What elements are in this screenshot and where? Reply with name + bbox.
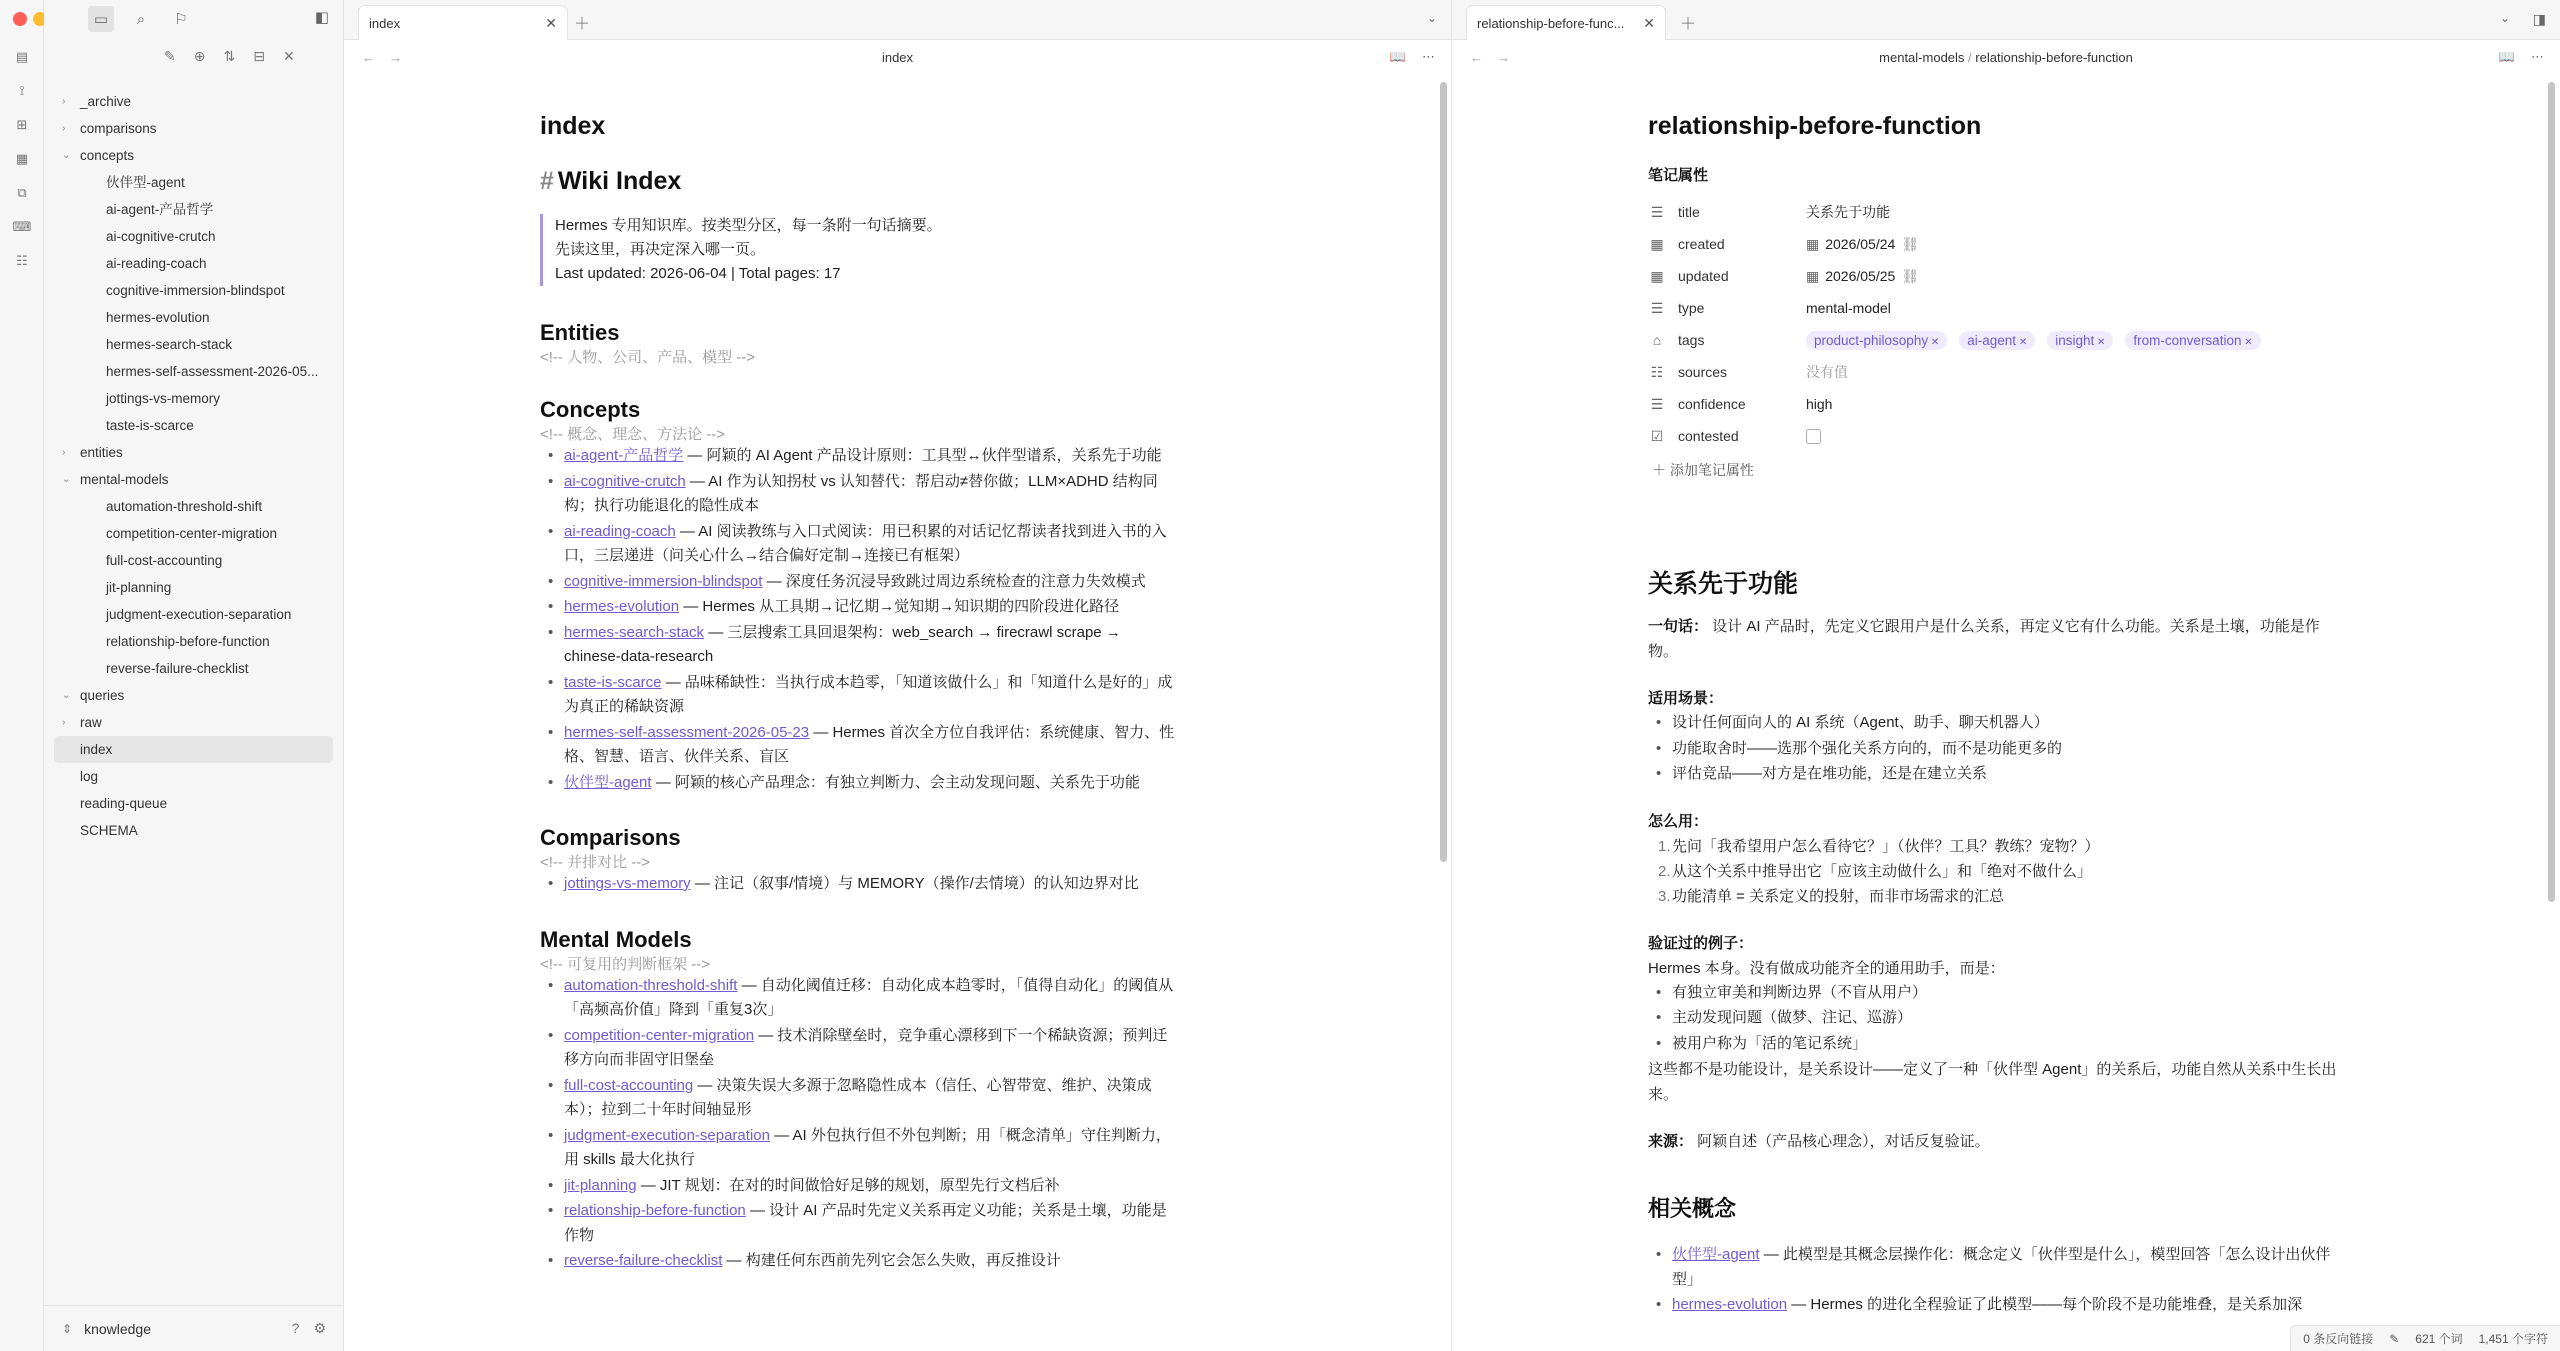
calendar-icon: ▦ <box>1806 235 1820 252</box>
wikilink[interactable]: ai-reading-coach <box>564 522 676 540</box>
prop-value[interactable]: 没有值 <box>1806 364 1848 380</box>
tag-list <box>1806 331 2267 350</box>
list-item <box>540 520 1180 569</box>
section-heading: Entities <box>540 320 620 345</box>
gear-icon[interactable]: ⚙ <box>313 1320 326 1336</box>
tag-pill[interactable] <box>1806 331 1947 350</box>
prop-key: sources <box>1678 364 1728 380</box>
item-summary: — 设计 AI 产品时先定义关系再定义功能；关系是土壤，功能是作物 <box>564 1202 1167 1244</box>
item-summary: — 构建任何东西前先列它会怎么失败，再反推设计 <box>722 1252 1061 1269</box>
wikilink[interactable]: full-cost-accounting <box>564 1076 694 1094</box>
index-sections <box>540 320 1180 1274</box>
oneliner-label: 一句话： <box>1648 618 1709 635</box>
wikilink[interactable]: ai-agent-产品哲学 <box>564 447 684 464</box>
chevron-right-icon: › <box>62 123 66 134</box>
close-icon[interactable]: ✕ <box>545 14 557 31</box>
list-item: • 主动发现问题（做梦、注记、巡游） <box>1648 1006 2348 1031</box>
prop-value[interactable]: high <box>1806 396 1833 412</box>
tag-icon: ⌂ <box>1652 332 1662 348</box>
heading-wiki-index <box>540 167 1180 196</box>
search-icon[interactable]: ⌕ <box>136 10 146 28</box>
wikilink[interactable]: taste-is-scarce <box>564 673 662 691</box>
new-tab-icon[interactable]: ＋ <box>1680 16 1697 33</box>
prop-created[interactable] <box>1648 230 2348 258</box>
wikilink[interactable]: jit-planning <box>564 1176 637 1194</box>
prop-updated[interactable] <box>1648 262 2348 290</box>
tree-item-label: reverse-failure-checklist <box>106 661 249 676</box>
related-heading: 相关概念 <box>1648 1196 1737 1221</box>
item-summary: — AI 外包执行但不外包判断；用「概念清单」守住判断力，用 skills 最大化执行 <box>564 1126 1171 1168</box>
char-count: 1,451 个字符 <box>2478 1332 2548 1346</box>
source-label: 来源： <box>1648 1133 1694 1150</box>
tree-file[interactable] <box>54 520 333 547</box>
list-item <box>1648 1243 2348 1292</box>
tree-item-label: SCHEMA <box>80 823 138 838</box>
calendar-icon[interactable]: ▦ <box>15 151 29 166</box>
tree-item-label: relationship-before-function <box>106 634 270 649</box>
collapse-all-icon[interactable]: ✕ <box>282 48 295 64</box>
tree-folder[interactable] <box>54 88 333 115</box>
list-item: • 评估竞品——对方是在堆功能，还是在建立关系 <box>1648 762 2348 787</box>
right-editor-pane <box>1452 0 2560 1351</box>
tree-folder[interactable] <box>54 682 333 709</box>
list-item <box>540 1074 1180 1123</box>
reading-mode-icon[interactable]: 📖 <box>2498 49 2515 64</box>
tree-file[interactable] <box>54 358 333 385</box>
tree-folder[interactable] <box>54 142 333 169</box>
tree-file[interactable] <box>54 385 333 412</box>
list-item <box>540 974 1180 1023</box>
word-count: 621 个词 <box>2415 1332 2463 1346</box>
wikilink[interactable]: ai-cognitive-crutch <box>564 472 686 490</box>
tree-item-label: log <box>80 769 99 784</box>
list-text: 先问「我希望用户怎么看待它？」（伙伴？工具？教练？宠物？） <box>1672 837 2100 855</box>
vault-name: knowledge <box>84 1320 151 1337</box>
list-item <box>540 1199 1180 1248</box>
scenes-label: 适用场景： <box>1648 690 1724 707</box>
prop-value[interactable]: 2026/05/25 <box>1825 268 1896 284</box>
close-icon[interactable]: ✕ <box>2016 336 2028 348</box>
chevron-right-icon: › <box>62 96 66 107</box>
hash-icon: # <box>540 167 554 195</box>
chevron-down-icon: ⌄ <box>62 474 71 485</box>
list-item <box>540 444 1180 469</box>
tag-label: insight <box>2055 332 2095 348</box>
tree-item-label: queries <box>80 688 125 703</box>
new-tab-icon[interactable]: ＋ <box>574 16 591 33</box>
verified-list <box>1648 981 2348 1057</box>
bases-icon[interactable]: ☷ <box>16 253 28 268</box>
left-editor-pane <box>344 0 1452 1351</box>
status-bar <box>2290 1325 2560 1351</box>
edit-mode-icon[interactable]: ✎ <box>2389 1331 2400 1346</box>
list-item <box>540 1124 1180 1173</box>
canvas-icon[interactable]: ⊞ <box>16 117 28 132</box>
wikilink[interactable]: 伙伴型-agent <box>564 773 652 791</box>
wikilink[interactable]: automation-threshold-shift <box>564 976 738 994</box>
tree-item-label: full-cost-accounting <box>106 553 223 568</box>
quote-line: Last updated: 2026-06-04 | Total pages: 17 <box>555 265 841 282</box>
tag-label: from-conversation <box>2133 332 2242 348</box>
contested-checkbox[interactable] <box>1806 429 1821 444</box>
add-property-button[interactable] <box>1652 460 1754 480</box>
list-item <box>540 1174 1180 1199</box>
blockquote <box>540 214 1180 286</box>
prop-confidence[interactable] <box>1648 390 2348 418</box>
prop-title[interactable] <box>1648 198 2348 226</box>
section-heading: Concepts <box>540 397 641 422</box>
list-item: • 有独立审美和判断边界（不盲从用户） <box>1648 981 2348 1006</box>
list-item <box>540 595 1180 620</box>
tree-file[interactable] <box>54 277 333 304</box>
tree-item-label: index <box>80 742 113 757</box>
list-item <box>540 671 1180 720</box>
tree-item-label: concepts <box>80 148 135 163</box>
section-list <box>540 872 1180 897</box>
chevron-down-icon: ⌄ <box>62 150 71 161</box>
text-icon: ☰ <box>1650 299 1664 316</box>
bookmark-icon[interactable]: ⚐ <box>174 11 188 28</box>
list-item <box>540 470 1180 519</box>
prop-key: created <box>1678 236 1725 252</box>
list-item <box>540 771 1180 796</box>
wikilink[interactable]: judgment-execution-separation <box>564 1126 770 1144</box>
tag-label: ai-agent <box>1967 332 2017 348</box>
wikilink[interactable]: hermes-self-assessment-2026-05-23 <box>564 723 810 741</box>
prop-value[interactable]: mental-model <box>1806 300 1891 316</box>
howto-list <box>1648 834 2348 909</box>
plus-icon: ＋ <box>1652 462 1666 478</box>
quote-line: Hermes 专用知识库。按类型分区，每一条附一句话摘要。 <box>555 217 942 234</box>
item-summary: — 阿颖的 AI Agent 产品设计原则：工具型↔伙伴型谱系，关系先于功能 <box>683 447 1162 464</box>
chevron-down-icon[interactable]: ⌄ <box>2499 11 2510 25</box>
item-summary: — JIT 规划：在对的时间做恰好足够的规划，原型先行文档后补 <box>636 1176 1060 1194</box>
doc-title: index <box>540 112 606 140</box>
list-text: 从这个关系中推导出它「应该主动做什么」和「绝对不做什么」 <box>1672 862 2093 880</box>
view-title: index <box>881 50 914 65</box>
tree-item-label: ai-reading-coach <box>106 256 207 271</box>
tree-item-label: jottings-vs-memory <box>106 391 221 406</box>
tree-item-label: ai-cognitive-crutch <box>106 229 216 244</box>
tag-pill[interactable] <box>2125 331 2260 350</box>
item-summary: — AI 阅读教练与入口式阅读：用已积累的对话记忆帮读者找到进入书的入口，三层递进（问关心什么→结合偏好定制→连接已有框架） <box>564 522 1167 564</box>
item-summary: — 自动化阈值迁移：自动化成本趋零时，「值得自动化」的阈值从「高频高价值」降到「重复3次」 <box>564 976 1174 1018</box>
list-item <box>1648 1293 2348 1318</box>
tree-item-label: hermes-search-stack <box>106 337 233 352</box>
list-item <box>540 1024 1180 1073</box>
help-icon[interactable]: ? <box>291 1320 300 1336</box>
tag-pill[interactable] <box>2047 331 2113 350</box>
verified-label: 验证过的例子： <box>1648 934 1754 952</box>
wikilink[interactable]: competition-center-migration <box>564 1026 755 1044</box>
prop-value[interactable]: 2026/05/24 <box>1825 236 1896 252</box>
breadcrumb-file[interactable]: relationship-before-function <box>1975 50 2133 65</box>
section-list <box>540 444 1180 795</box>
tree-file[interactable] <box>54 331 333 358</box>
list-item: • 功能取舍时——选那个强化关系方向的，而不是功能更多的 <box>1648 737 2348 762</box>
prop-key: type <box>1678 300 1705 316</box>
wikilink[interactable]: hermes-evolution <box>564 598 680 615</box>
section-heading: Comparisons <box>540 825 681 850</box>
tree-file[interactable] <box>54 250 333 277</box>
tree-item-label: jit-planning <box>106 580 172 595</box>
tree-file[interactable] <box>54 574 333 601</box>
prop-sources[interactable] <box>1648 358 2348 386</box>
tree-file[interactable] <box>54 817 333 844</box>
wikilink[interactable]: relationship-before-function <box>564 1202 746 1219</box>
item-summary: — 品味稀缺性：当执行成本趋零，「知道该做什么」和「知道什么是好的」成为真正的稀缺资源 <box>564 673 1173 715</box>
prop-key: contested <box>1678 428 1739 444</box>
tab-bar <box>344 0 1451 40</box>
wikilink[interactable]: hermes-search-stack <box>564 623 705 641</box>
view-header <box>344 40 1451 76</box>
tree-item-label: comparisons <box>80 121 157 136</box>
item-summary: — 阿颖的核心产品理念：有独立判断力、会主动发现问题、关系先于功能 <box>651 773 1140 791</box>
quote-line: 先读这里，再决定深入哪一页。 <box>555 241 766 258</box>
tree-item-label: automation-threshold-shift <box>106 499 263 514</box>
item-summary: — 注记（叙事/情境）与 MEMORY（操作/去情境）的认知边界对比 <box>690 875 1139 892</box>
copy-icon[interactable]: ⧉ <box>17 185 27 200</box>
tree-item-label: 伙伴型-agent <box>106 175 185 190</box>
link-icon[interactable]: ⛓ <box>1901 267 1920 284</box>
section-comment: <!-- 人物、公司、产品、模型 --> <box>540 349 756 366</box>
prop-key: tags <box>1678 332 1705 348</box>
tree-item-label: ai-agent-产品哲学 <box>106 202 214 217</box>
list-icon: ☷ <box>1650 363 1664 380</box>
more-options-icon[interactable]: ⋯ <box>2531 49 2544 64</box>
scrollbar[interactable] <box>1440 82 1447 862</box>
list-item <box>540 1249 1180 1274</box>
wikilink[interactable]: hermes-evolution <box>1672 1296 1788 1313</box>
list-item <box>1648 859 2348 884</box>
wikilink[interactable]: jottings-vs-memory <box>564 875 691 892</box>
terminal-icon[interactable]: ⌨ <box>12 219 32 234</box>
breadcrumb <box>1452 50 2560 65</box>
prop-key: title <box>1678 204 1700 220</box>
source-paragraph <box>1648 1129 2348 1154</box>
item-summary: — AI 作为认知拐杖 vs 认知替代：帮启动≠替你做；LLM×ADHD 结构同构；执行功能退化的隐性成本 <box>564 472 1158 514</box>
list-item <box>540 570 1180 595</box>
heading-text: Wiki Index <box>557 167 682 195</box>
tree-item-label: taste-is-scarce <box>106 418 194 433</box>
properties-heading: 笔记属性 <box>1648 167 1709 184</box>
source-text: 阿颖自述（产品核心理念），对话反复验证。 <box>1693 1133 1990 1150</box>
prop-key: confidence <box>1678 396 1746 412</box>
list-number: 2. <box>1658 862 1671 880</box>
calendar-icon: ▦ <box>1650 267 1664 284</box>
section-comment: <!-- 概念、理念、方法论 --> <box>540 426 726 443</box>
tree-file[interactable] <box>54 601 333 628</box>
tree-file[interactable] <box>54 655 333 682</box>
ribbon <box>0 0 44 1351</box>
note-body <box>1648 564 2348 1319</box>
tree-file[interactable] <box>54 547 333 574</box>
prop-type[interactable] <box>1648 294 2348 322</box>
chevron-down-icon[interactable]: ⌄ <box>1426 11 1437 25</box>
prop-contested[interactable] <box>1648 422 2348 450</box>
vault-switcher[interactable] <box>44 1305 344 1351</box>
file-tree <box>54 88 333 844</box>
verified-outro: 这些都不是功能设计，是关系设计——定义了一种「伙伴型 Agent」的关系后，功能自然从关系中生长出来。 <box>1648 1061 2337 1103</box>
tree-file[interactable] <box>54 763 333 790</box>
link-icon[interactable]: ⛓ <box>1901 235 1920 252</box>
nav-arrows[interactable]: ←→ <box>1470 50 1524 65</box>
tree-file[interactable] <box>54 493 333 520</box>
folder-icon[interactable]: ▭ <box>88 6 114 32</box>
reading-mode-icon[interactable]: 📖 <box>1389 49 1406 64</box>
calendar-icon: ▦ <box>1650 235 1664 252</box>
file-explorer-sidebar <box>44 0 344 1351</box>
doc-title: relationship-before-function <box>1648 112 1982 140</box>
related-list <box>1648 1243 2348 1318</box>
tab-label: index <box>369 15 401 31</box>
right-content <box>1648 112 2348 1312</box>
right-sidebar-toggle-icon[interactable]: ◨ <box>2532 11 2546 27</box>
tree-item-label: hermes-self-assessment-2026-05... <box>106 364 319 379</box>
backlinks-count[interactable]: 0 条反向链接 <box>2303 1332 2374 1346</box>
tree-file[interactable] <box>54 169 333 196</box>
section-heading: Mental Models <box>540 926 692 952</box>
oneliner-paragraph <box>1648 614 2348 664</box>
auto-reveal-icon[interactable]: ⊟ <box>253 48 265 64</box>
prop-value[interactable]: 关系先于功能 <box>1806 204 1890 220</box>
section-comment: <!-- 可复用的判断框架 --> <box>540 955 711 973</box>
verified-intro: Hermes 本身。没有做成功能齐全的通用助手，而是： <box>1648 959 2005 977</box>
text-icon: ☰ <box>1650 203 1664 220</box>
list-item: • 设计任何面向人的 AI 系统（Agent、助手、聊天机器人） <box>1648 711 2348 736</box>
item-summary: — 深度任务沉浸导致跳过周边系统检查的注意力失效模式 <box>762 572 1146 590</box>
sort-icon[interactable]: ⇅ <box>223 48 236 64</box>
item-summary: — Hermes 从工具期→记忆期→觉知期→知识期的四阶段进化路径 <box>679 598 1120 615</box>
list-item: • 被用户称为「活的笔记系统」 <box>1648 1032 2348 1057</box>
calendar-icon: ▦ <box>1806 267 1820 284</box>
tab-relationship[interactable] <box>1466 5 1666 40</box>
chevron-down-icon: ⌄ <box>62 690 71 701</box>
tab-bar <box>1452 0 2560 40</box>
close-icon[interactable]: ✕ <box>1643 14 1655 31</box>
file-icon[interactable]: ▤ <box>15 49 29 64</box>
list-number: 1. <box>1658 837 1671 855</box>
close-icon[interactable]: ✕ <box>2094 336 2106 348</box>
tag-pill[interactable] <box>1959 331 2035 350</box>
tree-folder[interactable] <box>54 115 333 142</box>
oneliner-text: 设计 AI 产品时，先定义它跟用户是什么关系，再定义它有什么功能。关系是土壤，功能是作物。 <box>1648 618 2320 660</box>
list-item <box>1648 834 2348 859</box>
tree-file[interactable] <box>54 412 333 439</box>
tree-item-label: judgment-execution-separation <box>106 607 292 622</box>
chevron-right-icon: › <box>62 447 66 458</box>
breadcrumb-sep: / <box>1968 50 1972 65</box>
list-item <box>540 872 1180 897</box>
more-options-icon[interactable]: ⋯ <box>1422 49 1435 64</box>
updown-icon: ⇕ <box>62 1321 73 1336</box>
tree-item-label: cognitive-immersion-blindspot <box>106 283 285 298</box>
tree-file[interactable] <box>54 736 333 763</box>
list-item <box>540 721 1180 770</box>
tree-folder[interactable] <box>54 439 333 466</box>
list-text: 功能清单 = 关系定义的投射，而非市场需求的汇总 <box>1672 887 2005 905</box>
scenes-list <box>1648 711 2348 787</box>
item-summary: — 此模型是其概念层操作化：概念定义「伙伴型是什么」，模型回答「怎么设计出伙伴型」 <box>1672 1246 2331 1288</box>
item-summary: — Hermes 的进化全程验证了此模型——每个阶段不是功能堆叠，是关系加深 <box>1787 1296 2303 1313</box>
tab-label: relationship-before-func... <box>1477 15 1625 31</box>
prop-tags[interactable] <box>1648 326 2348 354</box>
checkbox-icon: ☑ <box>1650 427 1664 444</box>
item-summary: — 三层搜索工具回退架构：web_search → firecrawl scrape → chinese-data-research <box>564 623 1121 665</box>
left-content <box>540 112 1180 1275</box>
tree-item-label: entities <box>80 445 123 460</box>
item-summary: — Hermes 首次全方位自我评估：系统健康、智力、性格、智慧、语言、伙伴关系、盲区 <box>564 723 1175 765</box>
tree-file[interactable] <box>54 223 333 250</box>
nav-arrows[interactable]: ←→ <box>362 50 416 65</box>
section-list <box>540 974 1180 1274</box>
tree-item-label: raw <box>80 715 102 730</box>
tree-folder[interactable] <box>54 709 333 736</box>
close-icon[interactable]: ✕ <box>2241 336 2253 348</box>
tree-file[interactable] <box>54 304 333 331</box>
chevron-right-icon: › <box>62 717 66 728</box>
breadcrumb-folder[interactable]: mental-models <box>1879 50 1965 65</box>
sidebar-toggle-icon[interactable]: ◧ <box>314 9 329 26</box>
tree-item-label: hermes-evolution <box>106 310 210 325</box>
tree-file[interactable] <box>54 628 333 655</box>
tree-item-label: competition-center-migration <box>106 526 278 541</box>
list-item <box>1648 884 2348 909</box>
tree-folder[interactable] <box>54 466 333 493</box>
add-property-label: 添加笔记属性 <box>1669 462 1754 478</box>
tab-index[interactable] <box>358 5 568 40</box>
section-comment: <!-- 并排对比 --> <box>540 854 651 871</box>
view-header <box>1452 40 2560 76</box>
new-note-icon[interactable]: ✎ <box>164 48 176 64</box>
item-summary: — 技术消除壁垒时，竞争重心漂移到下一个稀缺资源；预判迁移方向而非固守旧堡垒 <box>564 1026 1168 1068</box>
wikilink[interactable]: 伙伴型-agent <box>1672 1246 1760 1263</box>
tree-file[interactable] <box>54 196 333 223</box>
prop-key: updated <box>1678 268 1729 284</box>
tree-item-label: reading-queue <box>80 796 168 811</box>
scrollbar[interactable] <box>2548 82 2555 902</box>
graph-icon[interactable]: ⟟ <box>19 83 25 98</box>
tag-label: product-philosophy <box>1814 332 1929 348</box>
close-icon[interactable]: ✕ <box>1928 336 1940 348</box>
wikilink[interactable]: cognitive-immersion-blindspot <box>564 572 763 590</box>
new-folder-icon[interactable]: ⊕ <box>193 48 206 64</box>
howto-label: 怎么用： <box>1648 812 1709 830</box>
text-icon: ☰ <box>1650 395 1664 412</box>
list-item <box>540 621 1180 670</box>
item-summary: — 决策失误大多源于忽略隐性成本（信任、心智带宽、维护、决策成本）；拉到二十年时间轴显形 <box>564 1076 1152 1118</box>
tree-item-label: _archive <box>80 94 132 109</box>
tree-item-label: mental-models <box>80 472 169 487</box>
note-heading: 关系先于功能 <box>1648 570 1799 598</box>
close-window-button[interactable] <box>13 12 27 26</box>
wikilink[interactable]: reverse-failure-checklist <box>564 1252 723 1269</box>
tree-file[interactable] <box>54 790 333 817</box>
list-number: 3. <box>1658 887 1671 905</box>
